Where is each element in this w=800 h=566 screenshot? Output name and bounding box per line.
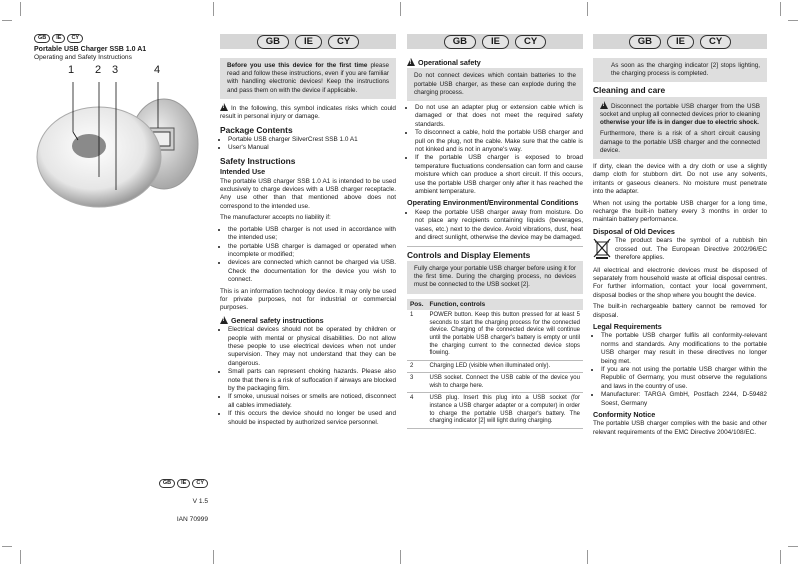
lang-tag: IE (177, 479, 190, 488)
environment-list (407, 209, 583, 243)
warning-icon (220, 316, 228, 324)
footer-lang-tags (159, 479, 208, 488)
ian-label: IAN 70999 (176, 516, 208, 524)
table-row (407, 393, 583, 428)
crop-mark (788, 20, 798, 21)
intro-text: please read and follow these instructions, even if you are familiar with handling electronic devices! Keep the instructions and pass them on with the device if applicable. (227, 62, 390, 94)
lang-tag: CY (192, 479, 208, 488)
lang-tag: GB (629, 35, 661, 49)
battery-text: When not using the portable USB charger for a long time, recharge the built-in battery every 3 months in order to maintain battery performance. (593, 199, 767, 224)
warning-icon (220, 103, 228, 111)
lang-header (593, 34, 767, 49)
conformity-heading: Conformity Notice (593, 410, 656, 419)
crop-mark (400, 550, 401, 564)
list-item: • If the portable USB charger is exposed to broad temperature fluctuations condensation can form and cause moisture which can produce a short circuit. If this occurs, use the portable USB charger only after it has reached the ambient temperature. (415, 154, 583, 196)
warning-icon (407, 58, 415, 66)
general-heading (220, 316, 396, 325)
lang-tag: GB (257, 35, 289, 49)
lang-header (220, 34, 396, 49)
warning-icon (600, 101, 608, 109)
list-item: • Portable USB charger SilverCrest SSB 1.0 A1 (228, 136, 396, 144)
crop-mark (788, 546, 798, 547)
lang-tag: CY (67, 34, 83, 43)
controls-heading: Controls and Display Elements (407, 249, 531, 260)
table-cell: 4 (407, 393, 427, 428)
instructions-column-3 (593, 58, 767, 440)
operational-heading-text: Operational safety (418, 58, 481, 67)
callout-number: 2 (95, 64, 102, 76)
table-row (407, 360, 583, 373)
legal-heading: Legal Requirements (593, 321, 662, 331)
safety-heading: Safety Instructions (220, 155, 296, 166)
crop-mark (20, 550, 21, 564)
lang-tag: IE (295, 35, 322, 49)
table-cell: USB plug. Insert this plug into a USB socket (for instance a USB charger adapter or a computer) in order to charge the portable USB charger's battery. The charging indicator [2] will light during charging. (427, 393, 584, 428)
package-heading: Package Contents (220, 124, 293, 135)
lang-header (407, 34, 583, 49)
symbol-note (220, 103, 396, 122)
intro-bold: Before you use this device for the first time (227, 62, 368, 69)
list-item: • Keep the portable USB charger away from moisture. Do not place any recipients containing liquids (beverages, vases, etc.) next to the device. Avoid vibrations, dust, heat and direct sunlight, otherwise the device may be damaged. (415, 209, 583, 243)
version-label: V 1.5 (192, 498, 208, 505)
crop-mark (213, 550, 214, 564)
lang-tag: GB (34, 34, 50, 43)
instructions-column-2 (407, 55, 583, 429)
liability-text: The manufacturer accepts no liability if: (220, 214, 331, 222)
cover-lang-tags (34, 34, 210, 43)
table-header-row (407, 299, 583, 311)
cleaning-box (593, 97, 767, 159)
table-header: Function, controls (427, 299, 584, 311)
lang-tag: IE (482, 35, 509, 49)
charger-drawing (34, 62, 210, 212)
intro-box (220, 58, 396, 99)
operational-list (407, 104, 583, 196)
lang-tag: GB (159, 479, 175, 488)
table-cell: POWER button. Keep this button pressed for at least 5 seconds to start the charging process for the connected device. Charging of the connected device will continue until the portable USB charger's battery is empty or until the charging current to the connected device stops flowing. (427, 310, 584, 360)
instructions-column-1 (220, 58, 396, 430)
list-item: • devices are connected which cannot be charged via USB. Check the documentation for the device you wish to connect. (228, 259, 396, 284)
info-text: This is an information technology device. It may only be used for private purposes, not for industrial or commercial purposes. (220, 287, 396, 312)
list-item: • If you are not using the portable USB charger within the Republic of Germany, you must observe the regulations and laws in the country of use. (601, 366, 767, 391)
table-cell: 1 (407, 310, 427, 360)
crop-mark (587, 550, 588, 564)
list-item: • To disconnect a cable, hold the portable USB charger and pull on the plug, not the cable. Make sure that the cable is not kinked and is not in anyone's way. (415, 129, 583, 154)
list-item: • the portable USB charger is not used in accordance with the intended use; (228, 226, 396, 243)
disposal-text-3: The built-in rechargeable battery cannot be removed for disposal. (593, 303, 767, 319)
liability-list (220, 226, 396, 285)
cleaning-warning-text: Disconnect the portable USB charger from the USB socket and unplug all connected devices prior to cleaning (600, 102, 760, 119)
lang-tag: CY (515, 35, 546, 49)
crop-mark (2, 20, 12, 21)
cleaning-warning-text-2: Furthermore, there is a risk of a short circuit causing damage to the portable USB charger and the connected device. (600, 130, 760, 154)
lang-tag: GB (444, 35, 476, 49)
table-row (407, 310, 583, 360)
operational-box: Do not connect devices which contain batteries to the portable USB charger, as these can explode during the charging process. (407, 68, 583, 101)
cleaning-warning-bold: otherwise your life is in danger due to electric shock. (600, 119, 759, 127)
list-item: • Manufacturer: TARGA GmbH, Postfach 2244, D-59482 Soest, Germany (601, 391, 767, 408)
crossed-bin-icon (593, 237, 611, 259)
intended-text: The portable USB charger SSB 1.0 A1 is intended to be used exclusively to charge devices with a USB charger receptacle. Any use other than that mentioned above does not correspond to the intended use. (220, 177, 396, 210)
table-cell: USB socket. Connect the USB cable of the device you wish to charge here. (427, 373, 584, 393)
controls-box: Fully charge your portable USB charger before using it for the first time. During the charging process, no devices must be connected to the USB socket [2]. (407, 261, 583, 294)
disposal-text: The product bears the symbol of a rubbish bin crossed out. The European Directive 2002/96/EC therefore applies. (615, 237, 767, 262)
cover-column (34, 34, 210, 524)
cleaning-text: If dirty, clean the device with a dry cloth or use a slightly damp cloth for stubborn dirt. Do not use any solvents, irritants or gaseous cleaners. No moisture must penetrate into the adapter. (593, 163, 767, 196)
callout-number: 4 (154, 64, 161, 76)
list-item: • Do not use an adapter plug or extension cable which is damaged or that does not meet the required safety standards. (415, 104, 583, 129)
list-item: • If this occurs the device should no longer be used and should be inspected by authorized service personnel. (228, 410, 396, 427)
disposal-block (593, 237, 767, 262)
crop-mark (2, 546, 12, 547)
crop-mark (400, 2, 401, 16)
package-list (220, 136, 396, 153)
crop-mark (780, 550, 781, 564)
callout-number: 1 (68, 64, 75, 76)
symbol-note-text: In the following, this symbol indicates risks which could result in personal injury or damage. (220, 104, 396, 121)
conformity-text: The portable USB charger complies with the basic and other relevant requirements of the EMC Directive 2004/108/EC. (593, 420, 767, 436)
list-item: • Electrical devices should not be operated by children or people with mental or physical disabilities. Do not allow these people to use electrical devices when not under supervision. They may not understand that they can be dangerous. (228, 326, 396, 368)
disposal-heading: Disposal of Old Devices (593, 226, 675, 236)
crop-mark (780, 2, 781, 16)
callout-number: 3 (112, 64, 119, 76)
product-subtitle: Operating and Safety Instructions (34, 54, 132, 61)
legal-list (593, 332, 767, 408)
list-item: • the portable USB charger is damaged or operated when incomplete or modified; (228, 243, 396, 260)
crop-mark (20, 2, 21, 16)
lang-tag: IE (667, 35, 694, 49)
intended-heading: Intended Use (220, 167, 266, 177)
general-heading-text: General safety instructions (231, 315, 324, 325)
lang-tag: CY (328, 35, 359, 49)
cleaning-heading: Cleaning and care (593, 85, 666, 96)
lang-tag: IE (52, 34, 65, 43)
disposal-text-2: All electrical and electronic devices must be disposed of separately from household waste at official disposal centres. For further information, contact your local government, disposal bodies or the shop where you bought the device. (593, 266, 767, 299)
table-cell: Charging LED (visible when illuminated only). (427, 360, 584, 373)
list-item: • Small parts can represent choking hazards. Please also note that there is a risk of suffocation if airways are blocked by the packaging film. (228, 368, 396, 393)
product-illustration (34, 62, 210, 212)
table-cell: 3 (407, 373, 427, 393)
lang-tag: CY (700, 35, 731, 49)
list-item: • The portable USB charger fulfils all conformity-relevant norms and standards. Any modifications to the portable USB charger may result in these directives no longer being met. (601, 332, 767, 366)
environment-heading: Operating Environment/Environmental Conditions (407, 198, 579, 208)
crop-mark (213, 2, 214, 16)
table-row (407, 373, 583, 393)
divider (407, 246, 583, 247)
controls-table (407, 299, 583, 429)
table-header: Pos. (407, 299, 427, 311)
operational-heading (407, 58, 583, 67)
product-title: Portable USB Charger SSB 1.0 A1 (34, 46, 147, 53)
general-list (220, 326, 396, 427)
crop-mark (587, 2, 588, 16)
list-item: • User's Manual (228, 144, 396, 152)
list-item: • If smoke, unusual noises or smells are noticed, disconnect all cables immediately. (228, 393, 396, 410)
table-cell: 2 (407, 360, 427, 373)
charging-complete-box: As soon as the charging indicator [2] stops lighting, the charging process is completed. (593, 58, 767, 82)
cover-footer (159, 479, 208, 525)
